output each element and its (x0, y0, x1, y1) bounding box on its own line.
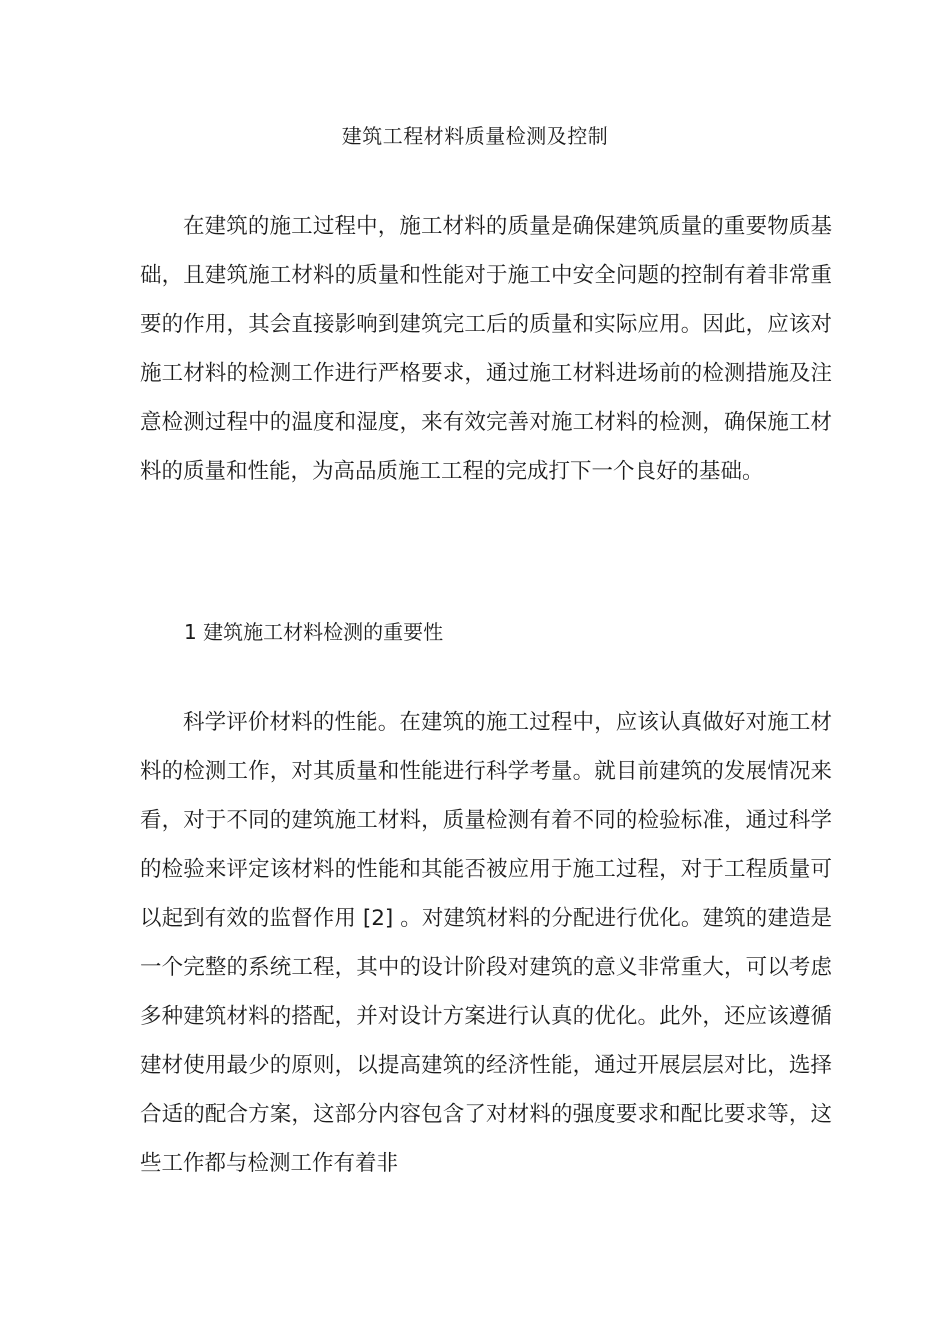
intro-paragraph: 在建筑的施工过程中，施工材料的质量是确保建筑质量的重要物质基础，且建筑施工材料的质量和性能对于施工中安全问题的控制有着非常重要的作用，其会直接影响到建筑完工后的质量和实际应用。因此，应该对施工材料的检测工作进行严格要求，通过施工材料进场前的检测措施及注意检测过程中的温度和湿度，来有效完善对施工材料的检测，确保施工材料的质量和性能，为高品质施工工程的完成打下一个良好的基础。 (140, 214, 832, 484)
document-title: 建筑工程材料质量检测及控制 (341, 124, 609, 148)
section-paragraph: 科学评价材料的性能。在建筑的施工过程中，应该认真做好对施工材料的检测工作，对其质量和性能进行科学考量。就目前建筑的发展情况来看，对于不同的建筑施工材料，质量检测有着不同的检验标准，通过科学的检验来评定该材料的性能和其能否被应用于施工过程，对于工程质量可以起到有效的监督作用 [2] 。对建筑材料的分配进行优化。建筑的建造是一个完整的系统工程，其中的设计阶段对建筑的意义非常重大，可以考虑多种建筑材料的搭配，并对设计方案进行认真的优化。此外，还应该遵循建材使用最少的原则，以提高建筑的经济性能，通过开展层层对比，选择合适的配合方案，这部分内容包含了对材料的强度要求和配比要求等，这些工作都与检测工作有着非 (140, 710, 832, 1176)
section-heading: 1 建筑施工材料检测的重要性 (184, 620, 444, 644)
